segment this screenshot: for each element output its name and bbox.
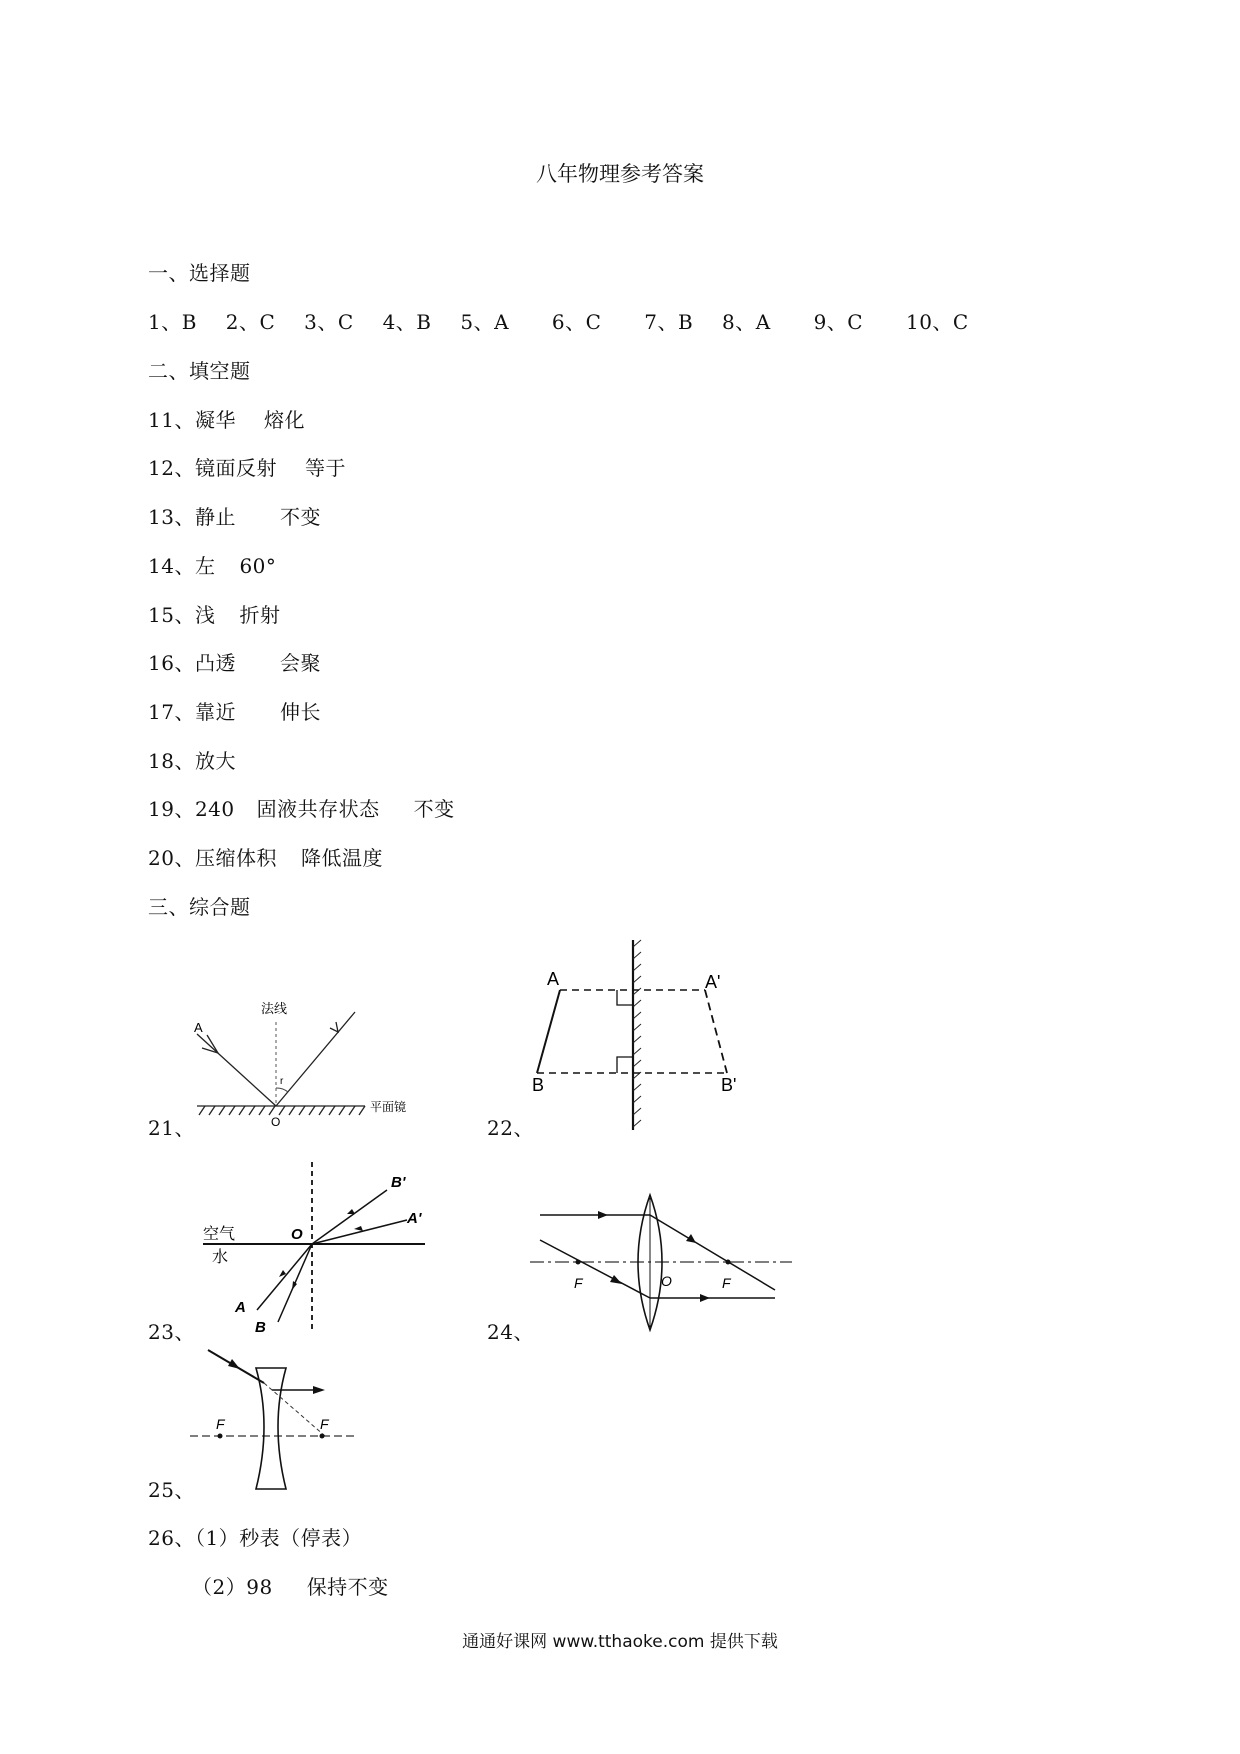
reflected-arrow (330, 1022, 338, 1032)
fill-answer-18 (148, 745, 236, 774)
focus-right (726, 1260, 731, 1265)
label-B: B (255, 1319, 266, 1335)
answer-3: 3、C (304, 310, 354, 334)
label-point: O (271, 1115, 281, 1129)
concave-lens (256, 1368, 286, 1489)
item-number: 26、 (148, 1526, 195, 1550)
ray-focus-in (540, 1240, 650, 1298)
label-B-prime: B' (721, 1075, 737, 1095)
part-label: （1） (194, 1526, 240, 1550)
arrow-A-out (354, 1226, 363, 1231)
arrow-parallel-in (598, 1211, 608, 1219)
label-incident: A (194, 1020, 203, 1035)
q26-part1 (148, 1522, 362, 1551)
item-number: 18、 (148, 749, 195, 773)
label-F-right: F (722, 1275, 731, 1291)
answer-part: 熔化 (263, 408, 305, 432)
ray-A-in (257, 1244, 312, 1310)
ray-B-out (312, 1190, 387, 1244)
answer-part: 240 (194, 797, 235, 821)
answer-part: 折射 (239, 603, 281, 627)
right-angle-A (617, 990, 633, 1005)
refraction-diagram (195, 1160, 445, 1335)
answer-part: 静止 (194, 505, 236, 529)
answer-part: 降低温度 (300, 846, 383, 870)
label-F-left: F (216, 1416, 225, 1432)
arrow-focus-in (610, 1275, 622, 1284)
label-A-prime: A' (705, 972, 721, 992)
answer-7: 7、B (644, 310, 694, 334)
q23-number: 23、 (148, 1320, 195, 1344)
answer-4: 4、B (382, 310, 432, 334)
fill-answer-19 (148, 793, 455, 822)
answer-2: 2、C (225, 310, 276, 334)
label-O: O (661, 1273, 672, 1289)
arrow-B-in (292, 1281, 297, 1290)
label-water: 水 (212, 1249, 229, 1266)
label-F-left: F (574, 1275, 583, 1291)
answer-part: 压缩体积 (194, 846, 277, 870)
answer-8: 8、A (722, 310, 771, 334)
concave-lens-diagram (190, 1345, 360, 1495)
label-F-right: F (320, 1416, 329, 1432)
label-mirror: 平面镜 (370, 1100, 407, 1114)
fill-answer-15 (148, 599, 280, 628)
answer-part: 左 (194, 554, 216, 578)
answer-6: 6、C (551, 310, 602, 334)
answer-part: 98 (246, 1575, 273, 1599)
arrow-B-out (347, 1209, 355, 1214)
incident-ray (197, 1034, 276, 1106)
item-number: 17、 (148, 700, 195, 724)
convex-lens-diagram (530, 1190, 795, 1340)
q22-number: 22、 (487, 1116, 534, 1140)
answer-part: 固液共存状态 (256, 797, 380, 821)
label-A-prime: A' (407, 1210, 422, 1227)
fill-answer-11 (148, 404, 305, 433)
answer-part: 镜面反射 (194, 456, 277, 480)
fill-answer-12 (148, 452, 346, 481)
mirror-hatching (197, 1106, 365, 1115)
answer-part: 放大 (194, 749, 236, 773)
fill-answer-16 (148, 647, 321, 676)
item-number: 19、 (148, 797, 195, 821)
section-heading-choice: 一、选择题 (148, 261, 251, 285)
answer-part: 浅 (194, 603, 216, 627)
fill-answer-20 (148, 842, 383, 871)
section-heading-fill: 二、填空题 (148, 359, 251, 383)
item-number: 15、 (148, 603, 195, 627)
answer-part: 凝华 (194, 408, 236, 432)
image-AB (705, 990, 727, 1073)
answer-part: 保持不变 (306, 1575, 389, 1599)
label-B-prime: B' (391, 1174, 406, 1191)
answer-1: 1、B (148, 310, 197, 334)
focus-right (320, 1434, 325, 1439)
answer-part: 靠近 (194, 700, 236, 724)
choice-answers (148, 306, 991, 335)
focus-left (218, 1434, 223, 1439)
fill-answer-17 (148, 696, 321, 725)
arrow-in (228, 1359, 240, 1369)
part-label: （2） (192, 1575, 247, 1599)
mirror-image-diagram (525, 935, 765, 1135)
arrow-out (313, 1386, 325, 1394)
answer-10: 10、C (905, 310, 969, 334)
mirror-hatching (633, 940, 641, 1127)
reflection-diagram (175, 990, 425, 1140)
fill-answer-13 (148, 501, 321, 530)
item-number: 12、 (148, 456, 195, 480)
right-angle-B (617, 1057, 633, 1073)
item-number: 11、 (148, 408, 195, 432)
q24-number: 24、 (487, 1320, 534, 1344)
label-angle: r (280, 1076, 284, 1087)
answer-9: 9、C (813, 310, 864, 334)
label-air: 空气 (203, 1226, 236, 1243)
label-B: B (532, 1075, 545, 1095)
q25-number: 25、 (148, 1478, 195, 1502)
answer-part: 不变 (279, 505, 321, 529)
answer-part: 不变 (413, 797, 455, 821)
item-number: 20、 (148, 846, 195, 870)
arrow-focus-out (700, 1294, 710, 1302)
section-heading-comprehensive: 三、综合题 (148, 895, 251, 919)
q21-number: 21、 (148, 1116, 195, 1140)
answer-part: 60° (239, 554, 277, 578)
answer-part: 等于 (304, 456, 346, 480)
label-O: O (291, 1226, 303, 1243)
item-number: 16、 (148, 651, 195, 675)
label-A: A (547, 969, 560, 989)
ray-A-out (312, 1220, 407, 1244)
answer-part: 凸透 (194, 651, 236, 675)
item-number: 13、 (148, 505, 195, 529)
incident-arrow (202, 1035, 218, 1053)
label-A: A (235, 1299, 246, 1316)
footer: 通通好课网 www.tthaoke.com 提供下载 (462, 1632, 778, 1652)
fill-answer-14 (148, 550, 276, 579)
q26-part2 (192, 1571, 389, 1600)
answer-part: 秒表（停表） (239, 1526, 363, 1550)
answer-part: 会聚 (279, 651, 321, 675)
answer-5: 5、A (460, 310, 510, 334)
page-title: 八年物理参考答案 (536, 162, 704, 186)
focus-left (576, 1260, 581, 1265)
object-AB (537, 990, 560, 1073)
arrow-parallel-out (686, 1234, 696, 1243)
label-normal: 法线 (261, 1001, 288, 1016)
item-number: 14、 (148, 554, 195, 578)
angle-arc (276, 1088, 288, 1092)
answer-part: 伸长 (279, 700, 321, 724)
